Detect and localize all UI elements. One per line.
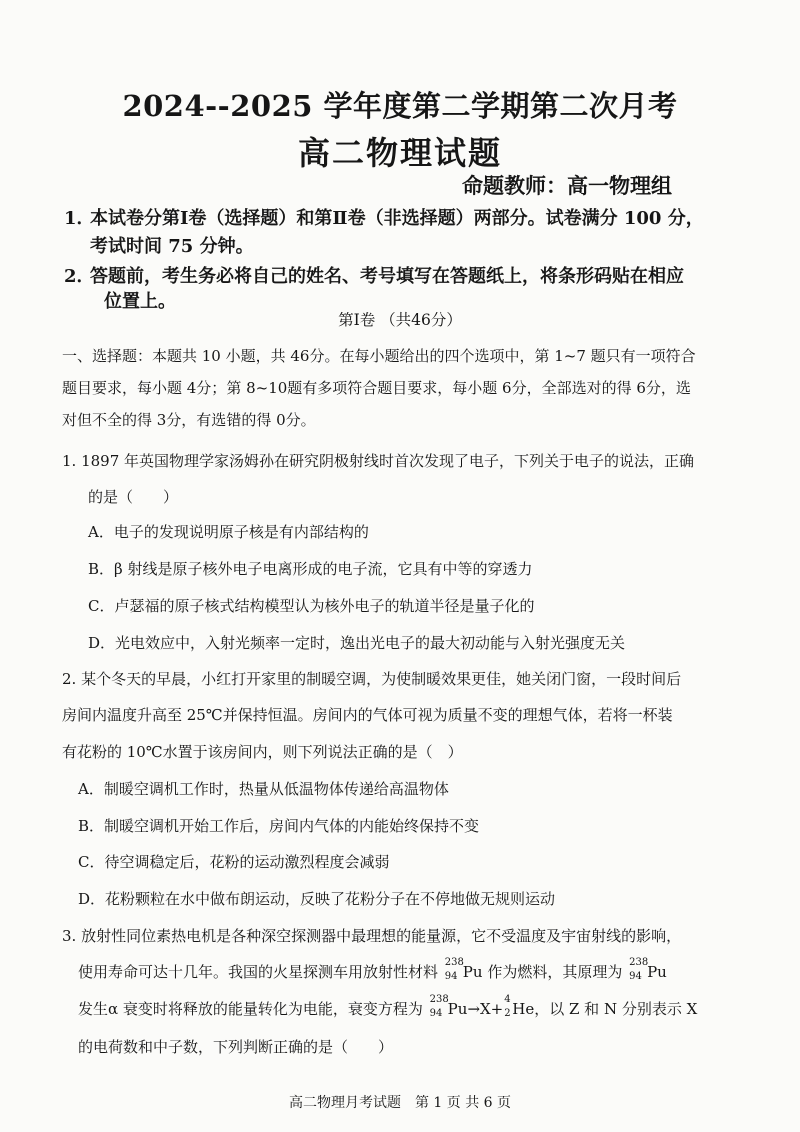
- q2-stem-line-2: 房间内温度升高至 25℃并保持恒温。房间内的气体可视为质量不变的理想气体，若将一杯装: [62, 706, 673, 724]
- note-1-line-1: 1．本试卷分第Ⅰ卷（选择题）和第Ⅱ卷（非选择题）两部分。试卷满分 100 分，: [64, 208, 704, 229]
- page-footer: 高二物理月考试题 第 1 页 共 6 页: [288, 1095, 512, 1111]
- note-2-line-2: 位置上。: [104, 291, 176, 312]
- q2-option-c: C．待空调稳定后，花粉的运动激烈程度会减弱: [78, 853, 390, 871]
- instructions-line-2: 题目要求，每小题 4分；第 8~10题有多项符合题目要求，每小题 6分，全部选对的得 6分，选: [62, 379, 691, 397]
- q1-option-a: A．电子的发现说明原子核是有内部结构的: [88, 523, 369, 541]
- exam-author: 命题教师：高一物理组: [462, 173, 672, 198]
- section-title: 第Ⅰ卷 （共46分）: [338, 311, 462, 329]
- q3-stem-line-3: 发生α 衰变时将释放的能量转化为电能，衰变方程为 238 94 Pu→X+ 4 2 He，以 Z 和 N 分别表示 X: [78, 994, 698, 1019]
- q3-stem-line-2: 使用寿命可达十几年。我国的火星探测车用放射性材料 238 94 Pu 作为燃料，其原理为 238 94 Pu: [78, 957, 667, 982]
- pu-238-nuclide: 238 94: [429, 994, 449, 1019]
- q2-option-b: B．制暖空调机开始工作后，房间内气体的内能始终保持不变: [78, 817, 480, 835]
- q1-stem-line-1: 1. 1897 年英国物理学家汤姆孙在研究阴极射线时首次发现了电子，下列关于电子的说法，正确: [62, 452, 695, 470]
- pu-238-nuclide: 238 94: [629, 957, 649, 982]
- q3-stem-line-1: 3. 放射性同位素热电机是各种深空探测器中最理想的能量源，它不受温度及宇宙射线的影响，: [62, 927, 682, 945]
- exam-subtitle: 高二物理试题: [297, 134, 502, 172]
- q1-option-c: C．卢瑟福的原子核式结构模型认为核外电子的轨道半径是量子化的: [88, 597, 535, 615]
- instructions-line-3: 对但不全的得 3分，有选错的得 0分。: [62, 411, 316, 429]
- q1-stem-line-2: 的是（ ）: [88, 488, 179, 506]
- note-2-line-1: 2．答题前，考生务必将自己的姓名、考号填写在答题纸上，将条形码贴在相应: [64, 266, 684, 287]
- helium-nuclide: 4 2: [504, 994, 511, 1019]
- note-1-line-2: 考试时间 75 分钟。: [90, 236, 254, 257]
- q2-option-d: D．花粉颗粒在水中做布朗运动，反映了花粉分子在不停地做无规则运动: [78, 890, 556, 908]
- instructions-line-1: 一、选择题：本题共 10 小题，共 46分。在每小题给出的四个选项中，第 1~7 题只有一项符合: [62, 347, 696, 365]
- q1-option-b: B．β 射线是原子核外电子电离形成的电子流，它具有中等的穿透力: [88, 560, 533, 578]
- q2-stem-line-1: 2. 某个冬天的早晨，小红打开家里的制暖空调，为使制暖效果更佳，她关闭门窗，一段时间后: [62, 670, 682, 688]
- q1-option-d: D．光电效应中，入射光频率一定时，逸出光电子的最大初动能与入射光强度无关: [88, 634, 626, 652]
- q2-option-a: A．制暖空调机工作时，热量从低温物体传递给高温物体: [78, 780, 449, 798]
- exam-title: 2024--2025 学年度第二学期第二次月考: [122, 89, 678, 123]
- q2-stem-line-3: 有花粉的 10℃水置于该房间内，则下列说法正确的是（ ）: [62, 743, 463, 761]
- pu-238-nuclide: 238 94: [444, 957, 464, 982]
- q3-stem-line-4: 的电荷数和中子数，下列判断正确的是（ ）: [78, 1038, 394, 1056]
